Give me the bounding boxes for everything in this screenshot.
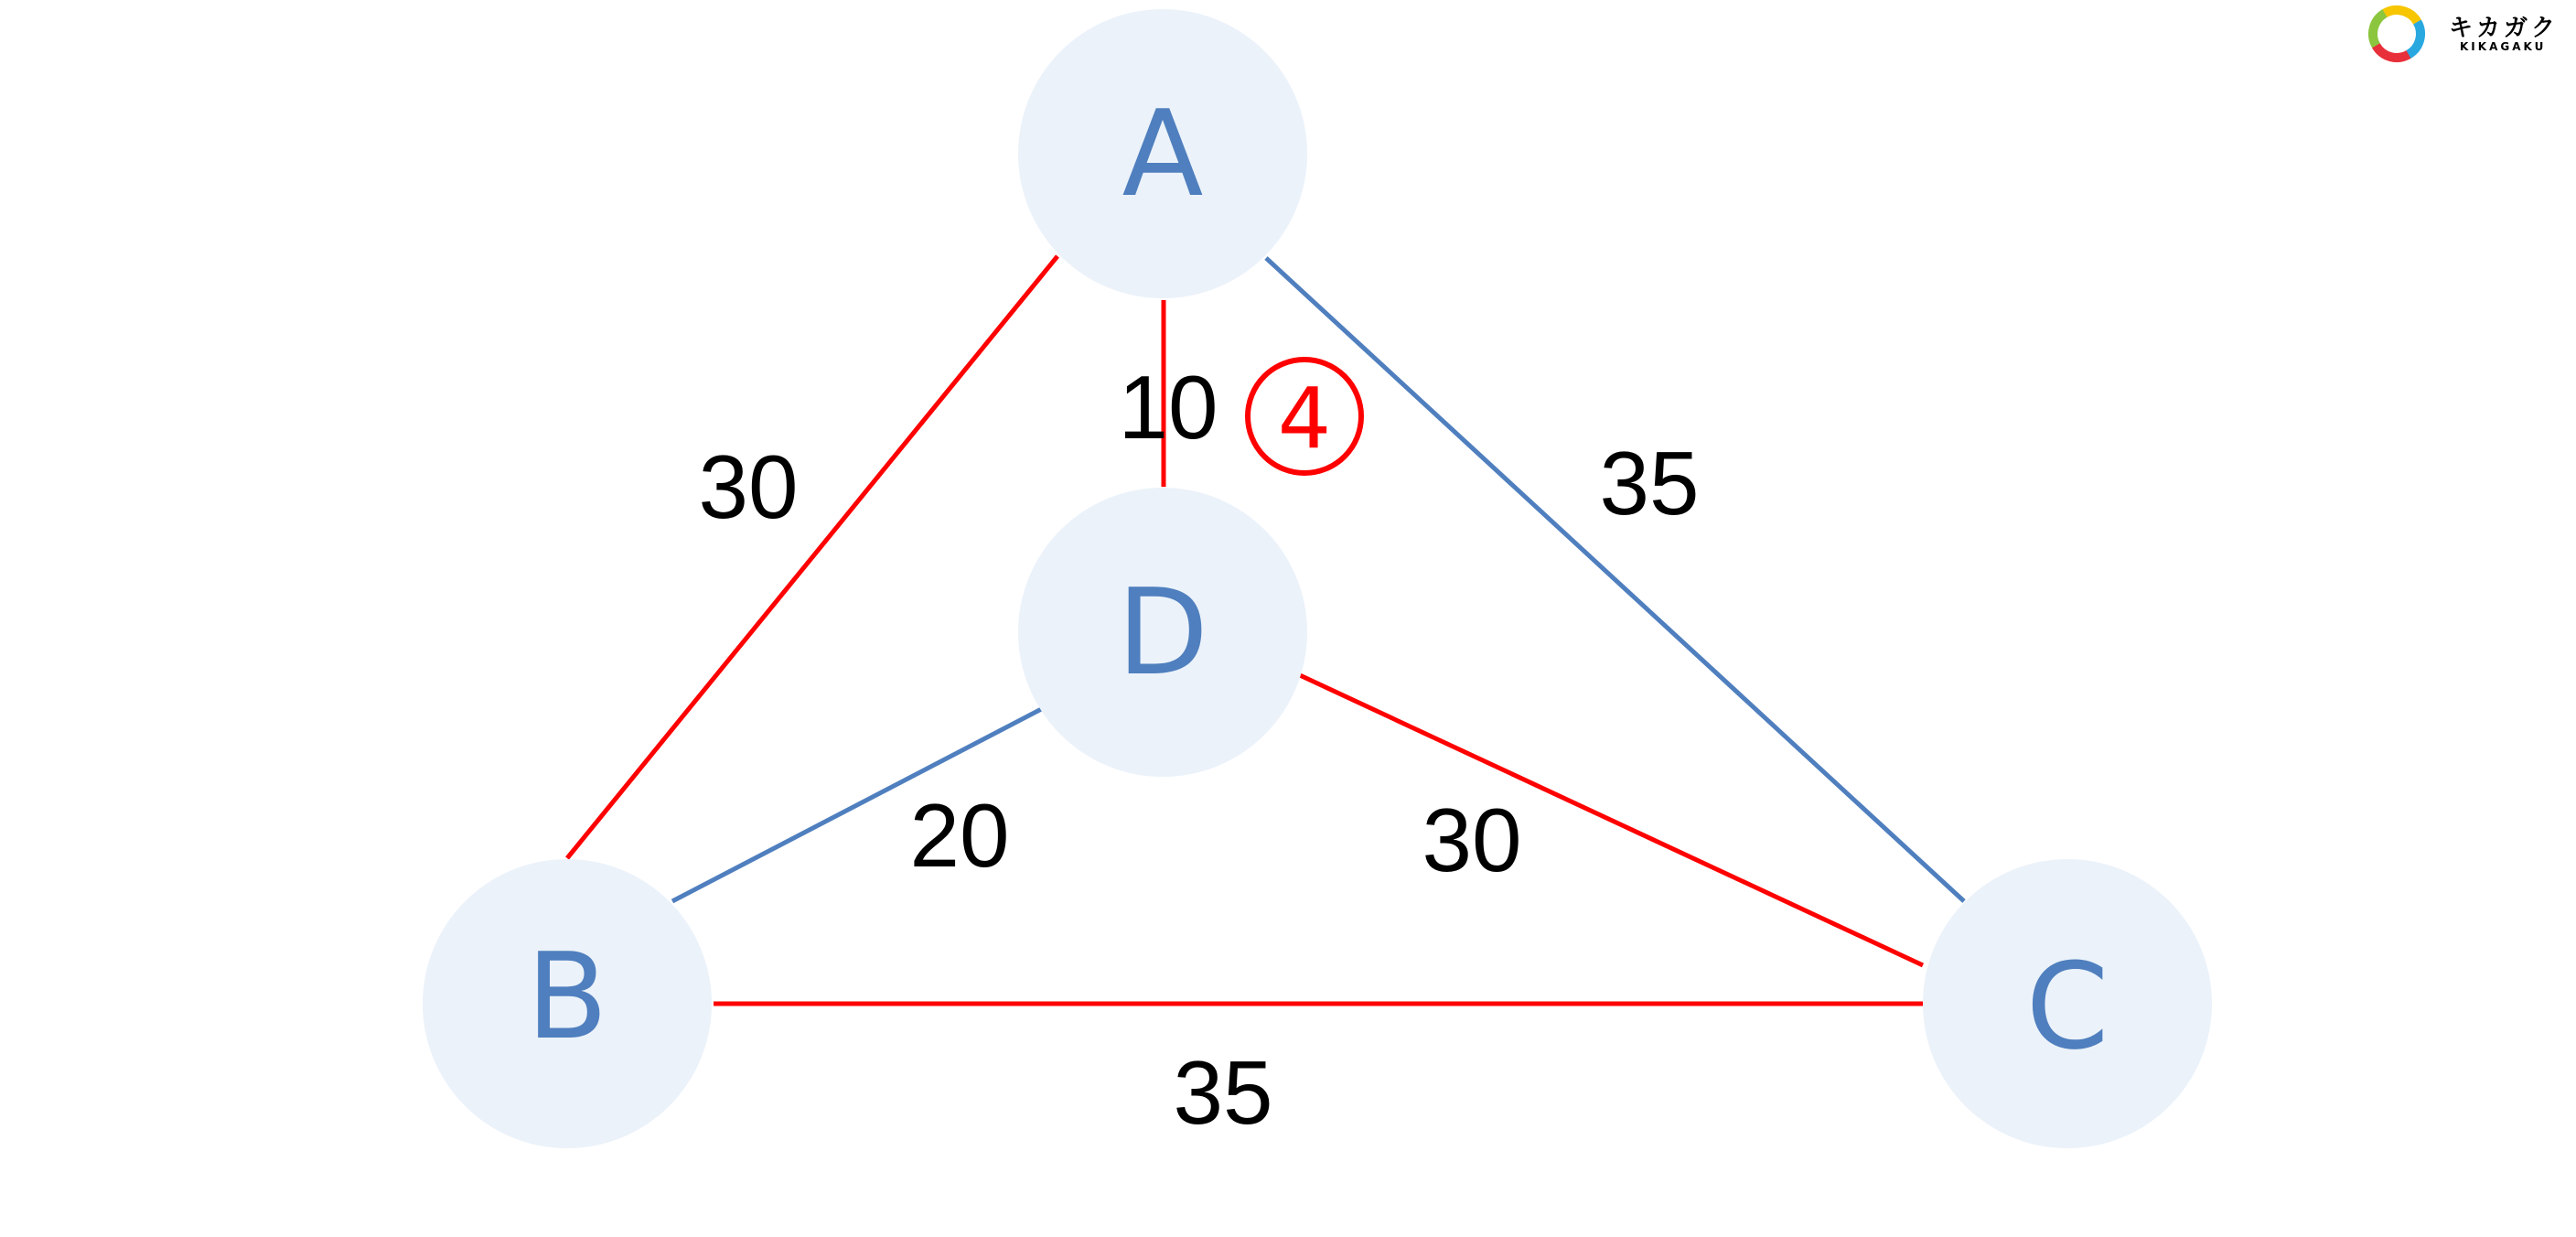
edge-a-b	[567, 256, 1057, 858]
weight-a-b: 30	[698, 436, 799, 537]
node-b-label: B	[526, 927, 608, 1066]
logo-text-en: KIKAGAKU	[2460, 40, 2547, 53]
node-d-label: D	[1116, 563, 1209, 702]
node-c	[1923, 859, 2212, 1148]
edge-a-c	[1266, 258, 1964, 901]
node-a	[1018, 9, 1307, 298]
logo-text-jp: キカガク	[2449, 15, 2560, 42]
step-marker-label: 4	[1277, 370, 1332, 468]
step-marker	[1248, 360, 1361, 473]
weight-a-c: 35	[1599, 433, 1700, 533]
node-b	[423, 859, 712, 1148]
weight-b-c: 35	[1173, 1042, 1273, 1143]
weight-b-d: 20	[909, 785, 1010, 886]
node-c-label: C	[2025, 937, 2109, 1076]
node-a-label: A	[1122, 84, 1204, 223]
node-d	[1018, 488, 1307, 777]
weight-a-d: 10	[1118, 357, 1218, 457]
kikagaku-logo	[2365, 2, 2566, 66]
weight-d-c: 30	[1422, 790, 1522, 890]
edge-d-c	[1300, 675, 1923, 965]
kikagaku-logo-icon	[2365, 2, 2429, 66]
